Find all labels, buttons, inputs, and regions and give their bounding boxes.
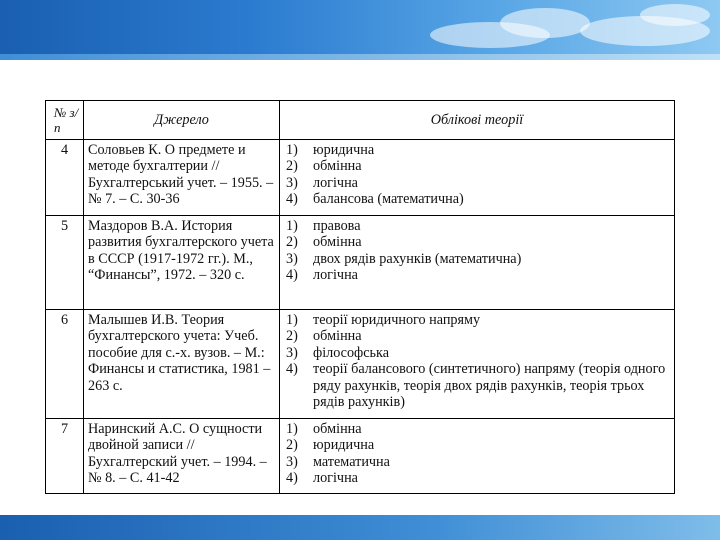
- list-item: 1) теорії юридичного напряму: [286, 312, 481, 328]
- row-theories: [280, 310, 675, 419]
- bottom-bar: [0, 515, 720, 540]
- row-theories: [280, 419, 675, 494]
- list-item: 2) обмінна: [286, 328, 362, 345]
- list-item: 2) юридична: [286, 437, 375, 454]
- row-source: Малышев И.В. Теория бухгалтерского учета: Учеб. пособие для с.-х. вузов. – М.: Финансы и статистика, 1981 – 263 с.: [84, 310, 280, 419]
- row-theories: [280, 216, 675, 310]
- table-header-row: [46, 101, 675, 140]
- list-item: 1) правова: [286, 218, 361, 234]
- header-source: Джерело: [84, 101, 280, 140]
- table-row: [46, 310, 675, 419]
- list-item: 1) обмінна: [286, 421, 362, 437]
- list-item: 3) філософська: [286, 344, 389, 361]
- list-item: 3) математична: [286, 453, 390, 470]
- cloud-decoration: [640, 4, 710, 26]
- row-number: 7: [46, 419, 84, 494]
- list-item: 2) обмінна: [286, 158, 362, 175]
- top-banner: [0, 0, 720, 54]
- row-theories: [280, 140, 675, 216]
- row-number: 4: [46, 140, 84, 216]
- table-row: [46, 216, 675, 310]
- table-row: [46, 419, 675, 494]
- row-source: Маздоров В.А. История развития бухгалтерского учета в СССР (1917-1972 гг.). М., “Финансы”, 1972. – 320 с.: [84, 216, 280, 310]
- cloud-decoration: [500, 8, 590, 38]
- list-item: 3) двох рядів рахунків (математична): [286, 250, 522, 267]
- list-item: 2) обмінна: [286, 234, 362, 251]
- row-number: 6: [46, 310, 84, 419]
- list-item: 4) логічна: [286, 470, 358, 487]
- header-theories: Облікові теорії: [280, 101, 675, 140]
- list-item: 4) логічна: [286, 267, 358, 284]
- row-source: Наринский А.С. О сущности двойной записи // Бухгалтерский учет. – 1994. – № 8. – С. 41-42: [84, 419, 280, 494]
- row-source: Соловьев К. О предмете и методе бухгалтерии // Бухгалтерський учет. – 1955. – № 7. – С. 30-36: [84, 140, 280, 216]
- row-number: 5: [46, 216, 84, 310]
- list-item: 4) теорії балансового (синтетичного) напряму (теорія одного ряду рахунків, теорія двох рядів рахунків, теорія трьох рядів рахунків): [286, 361, 666, 411]
- list-item: 4) балансова (математична): [286, 191, 464, 208]
- list-item: 1) юридична: [286, 142, 375, 158]
- theories-table: [45, 100, 675, 494]
- table-row: [46, 140, 675, 216]
- header-number: № з/п: [46, 101, 84, 140]
- top-stripe: [0, 54, 720, 60]
- list-item: 3) логічна: [286, 174, 358, 191]
